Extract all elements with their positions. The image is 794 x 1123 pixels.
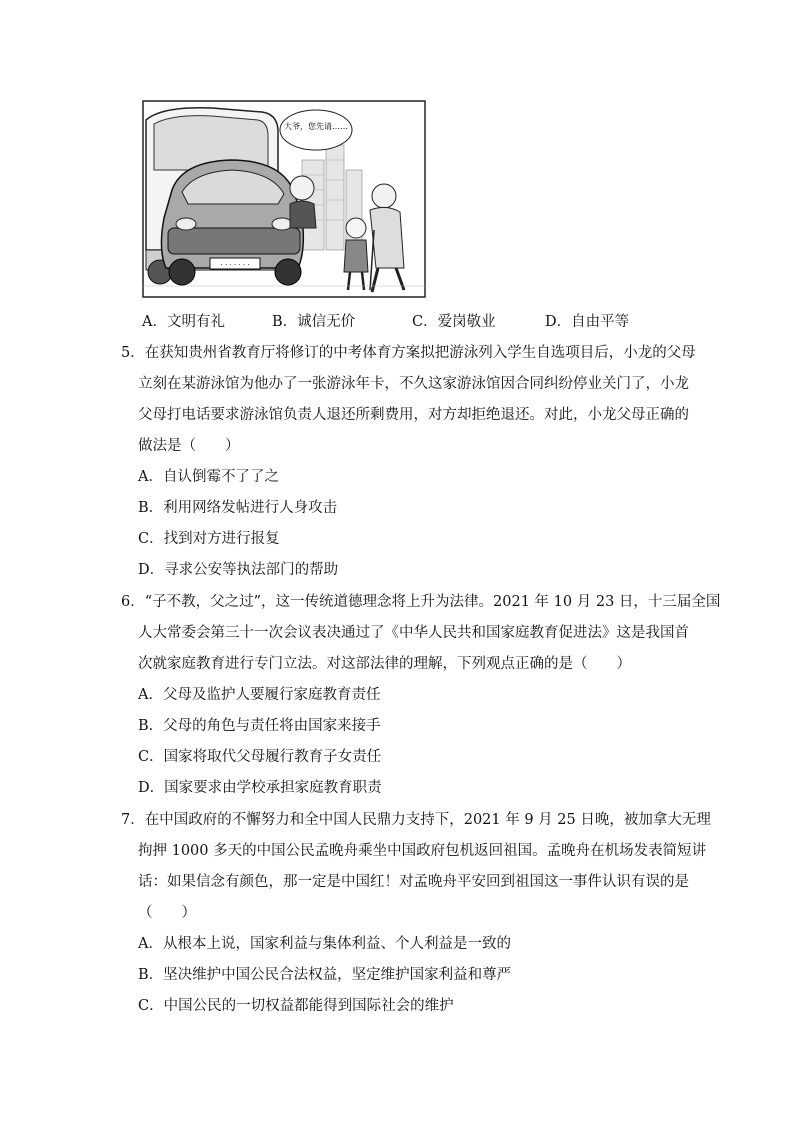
license-plate: · · · · · · · [220, 261, 250, 269]
q5-stem-line-3: 父母打电话要求游泳馆负责人退还所剩费用，对方却拒绝退还。对此，小龙父母正确的 [138, 407, 689, 423]
q4-option-d: D．自由平等 [545, 314, 630, 330]
q6-stem-line-2: 人大常委会第三十一次会议表决通过了《中华人民共和国家庭教育促进法》这是我国首 [138, 625, 689, 641]
q7-option-c: C．中国公民的一切权益都能得到国际社会的维护 [138, 998, 454, 1014]
q7-stem-line-3: 话：如果信念有颜色，那一定是中国红！对孟晚舟平安回到祖国这一事件认识有误的是 [138, 874, 689, 890]
q6-option-c: C．国家将取代父母履行教育子女责任 [138, 749, 382, 765]
q5-option-c: C．找到对方进行报复 [138, 531, 280, 547]
q6-stem-line-3: 次就家庭教育进行专门立法。对这部法律的理解，下列观点正确的是（ ） [138, 656, 631, 672]
q7-option-a: A．从根本上说，国家利益与集体利益、个人利益是一致的 [138, 936, 511, 952]
q5-stem-line-4: 做法是（ ） [138, 438, 240, 454]
q5-option-a: A．自认倒霉不了了之 [138, 469, 279, 485]
cartoon-illustration [142, 100, 426, 298]
q5-option-b: B．利用网络发帖进行人身攻击 [138, 500, 338, 516]
q5-stem-line-1: 5．在获知贵州省教育厅将修订的中考体育方案拟把游泳列入学生自选项目后，小龙的父母 [121, 345, 696, 361]
q5-option-d: D．寻求公安等执法部门的帮助 [138, 562, 339, 578]
q6-option-a: A．父母及监护人要履行家庭教育责任 [138, 687, 381, 703]
q7-stem-line-4: （ ） [138, 905, 196, 921]
q4-option-b: B．诚信无价 [272, 314, 356, 330]
q6-option-d: D．国家要求由学校承担家庭教育职责 [138, 780, 382, 796]
q7-option-b: B．坚决维护中国公民合法权益，坚定维护国家利益和尊严 [138, 967, 512, 983]
q6-stem-line-1: 6．“子不教，父之过”，这一传统道德理念将上升为法律。2021 年 10 月 23 日，十三届全国 [121, 594, 721, 610]
q4-options [142, 310, 662, 330]
q7-stem-line-1: 7．在中国政府的不懈努力和全中国人民鼎力支持下，2021 年 9 月 25 日晚，被加拿大无理 [121, 812, 711, 828]
q4-option-c: C．爱岗敬业 [412, 314, 496, 330]
q7-stem-line-2: 拘押 1000 多天的中国公民孟晚舟乘坐中国政府包机返回祖国。孟晚舟在机场发表简短讲 [138, 843, 707, 859]
q6-option-b: B．父母的角色与责任将由国家来接手 [138, 718, 381, 734]
q4-option-a: A．文明有礼 [142, 314, 225, 330]
q5-stem-line-2: 立刻在某游泳馆为他办了一张游泳年卡，不久这家游泳馆因合同纠纷停业关门了，小龙 [138, 376, 689, 392]
speech-bubble-text: 大爷，您先请…… [284, 122, 348, 131]
